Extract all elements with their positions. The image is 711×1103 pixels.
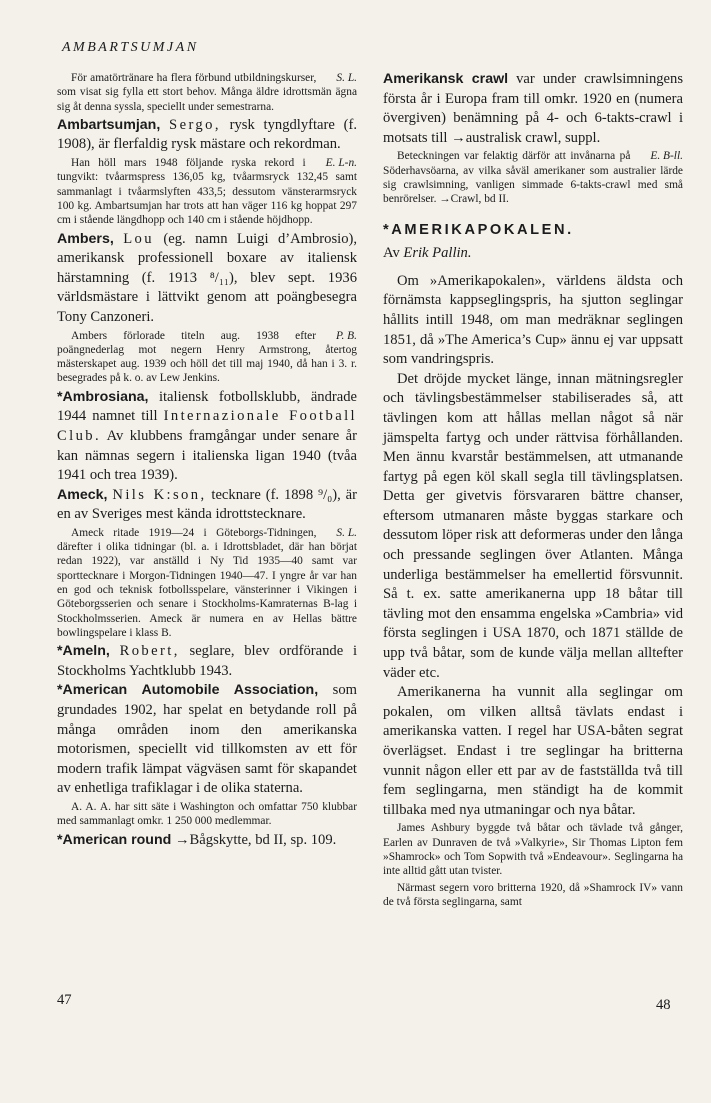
author-name: Erik Pallin. bbox=[403, 245, 472, 262]
encyclopedia-entry bbox=[57, 831, 357, 851]
entry-headword: *Ambrosiana, bbox=[57, 388, 149, 405]
entry-name: Nils K:son, bbox=[112, 486, 207, 503]
entry-text: →Bågskytte, bd II, sp. 109. bbox=[171, 831, 337, 848]
signature: P. B. bbox=[336, 329, 357, 342]
paragraph-text: Amerikanerna ha vunnit alla seglingar om pokalen, om vilken alltså tävlats endast i amerikanska vatten. I regel har USA-båten segrat överlägset. Endast i tre seglingar ha britterna vunnit någon eller ett par av de fastställda två till fem seglingarna, men ständigt ha de kommit tillbaka med nya utmaningar och nya båtar. bbox=[383, 684, 683, 818]
paragraph-text: För amatörtränare ha flera förbund utbildningskurser, som visat sig fylla ett stort behov. Många äldre idrottsmän ägna sig åt denna syssla, speciellt under semestrarna. bbox=[57, 72, 357, 113]
entry-name: Lou bbox=[123, 230, 154, 247]
entry-text: (eg. namn Luigi d’Ambrosio), amerikansk professionell boxare av italiensk härstamning (f. 1913 ⁸/₁₁), blev sept. 1936 världsmästare i lättvikt genom att poängbesegra Tony Canzoneri. bbox=[57, 230, 357, 325]
body-paragraph bbox=[383, 272, 683, 370]
page-number-right: 48 bbox=[656, 997, 671, 1013]
entry-text: tecknare (f. 1898 ⁹/₀), är en av Sveriges mest kända idrottstecknare. bbox=[57, 486, 357, 523]
signature: S. L. bbox=[336, 72, 357, 84]
paragraph-text: A. A. A. har sitt säte i Washington och omfattar 750 klubbar med sammanlagt omkr. 1 250 000 medlemmar. bbox=[57, 801, 357, 828]
encyclopedia-entry bbox=[57, 230, 357, 328]
paragraph-text: Det dröjde mycket länge, innan mätningsregler och tävlingsbestämmelser stabiliserades så, att tävlingen kom att hållas mellan något så när jämspelta fartyg och under rättvisa förhållanden. Men ännu kvarstår bestämmelsen, att utmanande fartyg på egen köl skall segla till tävlingsplatsen. Detta ger givetvis försvararen bättre chanser, eftersom utmanaren måste byggas starkare och dessutom löper risk att deformeras under den långa och pressande seglingen över Atlanten. Många underliga bestämmelser ha emellertid försvunnit. Så t. ex. satte amerikanerna upp 18 båtar till tävling mot den ensamma engelska »Cambria» vid första seglingen i USA 1870, och 1871 ställde de upp två båtar, som de kunde välja mellan alltefter väder etc. bbox=[383, 370, 683, 681]
fine-print-paragraph bbox=[383, 881, 683, 910]
fine-print-paragraph bbox=[57, 526, 357, 640]
entry-text: var under crawlsimningens första år i Europa fram till omkr. 1920 en (numera övergiven) benämning på 4- och 6-takts-crawl i motsats till →australisk crawl, suppl. bbox=[383, 71, 683, 146]
entry-text: som grundades 1902, har spelat en betydande roll på många områden inom den amerikanska motorismen, speciellt vid tillkomsten av ett för modern trafik lämpat vägväsen samt för skapandet av enhetliga trafiklagar i de olika staterna. bbox=[57, 682, 357, 797]
paragraph-text: Ameck ritade 1919—24 i Göteborgs-Tidningen, därefter i olika tidningar (bl. a. i Idrottsbladet, där han börjat redan 1922), var anställd i Ny Tid 1935—40 samt var sporttecknare i Morgon-Tidningen 1940—47. I yngre år var han en god och teknisk fotbollsspelare, vänsterinner i Vikingen i Göteborgsserien och senare i Stockholms-Kamraternas B-lag i Stockholmsserien. Ameck är numera en av Hellas bättre bowlingspelare i klass B. bbox=[57, 526, 357, 639]
signature: E. B-ll. bbox=[650, 150, 683, 163]
article-title-text: *AMERIKAPOKALEN. bbox=[383, 221, 574, 238]
fine-print-paragraph bbox=[57, 800, 357, 829]
encyclopedia-entry bbox=[57, 681, 357, 799]
entry-name: Internazionale Football Club. bbox=[57, 408, 357, 444]
signature: S. L. bbox=[336, 526, 357, 539]
paragraph-text: Ambers förlorade titeln aug. 1938 efter poängnederlag mot negern Henry Armstrong, återtog mästerskapet aug. 1939 och höll det till maj 1940, då han i 3. r. besegrades på k. o. av Lew Jenkins. bbox=[57, 329, 357, 385]
entry-text: rysk tyngdlyftare (f. 1908), är flerfaldig rysk mästare och rekordman. bbox=[57, 116, 357, 153]
fine-print-paragraph bbox=[383, 149, 683, 206]
entry-headword: Amerikansk crawl bbox=[383, 71, 509, 87]
fine-print-paragraph bbox=[57, 71, 357, 114]
signature: E. L-n. bbox=[325, 157, 357, 170]
author-prefix: Av bbox=[383, 245, 404, 262]
entry-headword: *Ameln, bbox=[57, 643, 110, 660]
encyclopedia-entry bbox=[57, 388, 357, 486]
fine-print-paragraph bbox=[57, 329, 357, 386]
entry-text: seglare, blev ordförande i Stockholms Yachtklubb 1943. bbox=[57, 643, 357, 679]
entry-name: Robert, bbox=[119, 643, 180, 660]
article-title bbox=[383, 221, 683, 241]
encyclopedia-entry bbox=[383, 70, 683, 148]
paragraph-text: Närmast segern voro britterna 1920, då »Shamrock IV» vann de två första seglingarna, samt bbox=[383, 881, 683, 908]
paragraph-text: James Ashbury byggde två båtar och tävlade två gånger, Earlen av Dunraven de två »Valkyrie», Sir Thomas Lipton fem »Shamrock» och Tom Sopwith två »Endeavour». Seglingarna ha inte alltid gått utan tvister. bbox=[383, 822, 683, 878]
encyclopedia-entry bbox=[57, 486, 357, 525]
running-header: AMBARTSUMJAN bbox=[62, 40, 199, 55]
paragraph-text: Om »Amerikapokalen», världens äldsta och förnämsta kappseglingspris, ha sjutton seglingar hållits intill 1948, om man medräknar seglingen 1851, då »The America’s Cup» ännu ej var uppsatt som vandringspris. bbox=[383, 272, 683, 368]
page-number-left: 47 bbox=[57, 992, 72, 1008]
encyclopedia-entry bbox=[57, 642, 357, 681]
entry-headword: Ameck, bbox=[57, 486, 108, 503]
fine-print-paragraph bbox=[383, 821, 683, 878]
entry-text: Av klubbens framgångar under senare år kan nämnas segern i italienska ligan 1940 (tvåa 1941 och trea 1939). bbox=[57, 427, 357, 484]
paragraph-text: Han höll mars 1948 följande ryska rekord i tungvikt: tvåarmspress 136,05 kg, tvåarmsryck 132,45 samt sammanlagt i tvåarmslyften 433,5; dessutom vänsterarmsryck 100 kg. Ambartsumjan har trots att han väger 116 kg hoppat 297 cm i stående längdhopp och 140 cm i stående höjdhopp. bbox=[57, 157, 357, 227]
body-paragraph bbox=[383, 683, 683, 820]
article-author bbox=[383, 244, 683, 264]
encyclopedia-entry bbox=[57, 116, 357, 155]
entry-headword: Ambers, bbox=[57, 230, 114, 247]
entry-name: Sergo, bbox=[169, 116, 221, 133]
right-column bbox=[383, 70, 683, 911]
entry-text: italiensk fotbollsklubb, ändrade 1944 namnet till bbox=[57, 388, 357, 425]
fine-print-paragraph bbox=[57, 156, 357, 227]
paragraph-text: Beteckningen var felaktig därför att invånarna på Söderhavsöarna, av vilka såväl amerikaner som australier lärde sig crawlsimning, vanligen simmade 6-takts-crawl med små benrörelser. →Crawl, bd II. bbox=[383, 150, 683, 206]
entry-headword: Ambartsumjan, bbox=[57, 116, 161, 133]
entry-headword: *American Automobile Association, bbox=[57, 682, 319, 699]
entry-headword: *American round bbox=[57, 831, 172, 848]
body-paragraph bbox=[383, 370, 683, 684]
left-column bbox=[57, 70, 357, 850]
